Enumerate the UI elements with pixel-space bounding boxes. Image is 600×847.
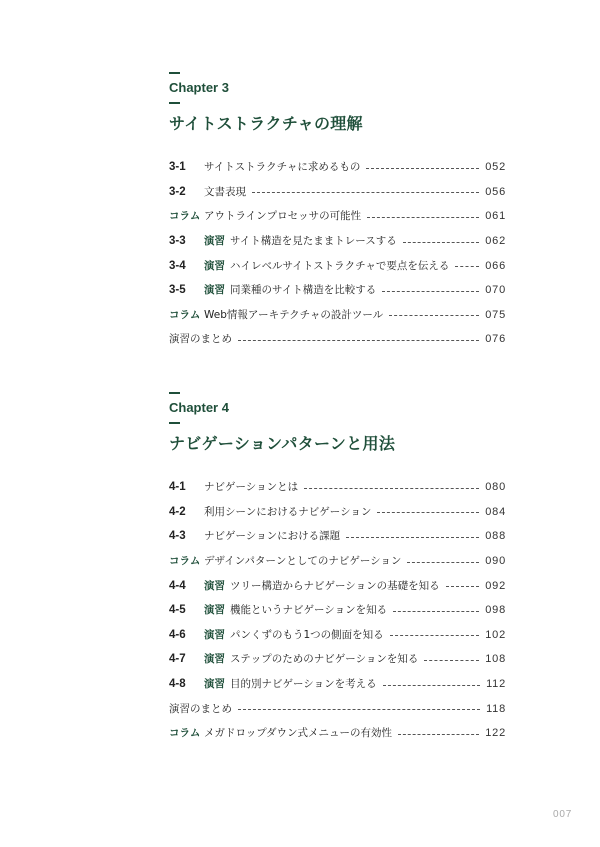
toc-entry — [169, 475, 506, 500]
section-number: 4-6 — [169, 628, 186, 641]
section-title: ハイレベルサイトストラクチャで要点を伝える — [230, 259, 450, 272]
section-title: 演習のまとめ — [169, 702, 232, 715]
dotted-leader — [390, 635, 480, 636]
dotted-leader — [252, 192, 479, 193]
toc-entry — [169, 229, 506, 254]
section-title: 演習のまとめ — [169, 333, 232, 346]
section-number: 3-3 — [169, 235, 186, 248]
page-ref: 118 — [486, 702, 506, 715]
dotted-leader — [377, 512, 479, 513]
toc-entry — [169, 647, 506, 672]
toc-entry — [169, 721, 506, 746]
exercise-tag: 演習 — [204, 259, 225, 272]
page-ref: 098 — [485, 604, 506, 617]
exercise-tag: 演習 — [204, 604, 225, 617]
section-number: 4-3 — [169, 530, 186, 543]
section-number: 4-1 — [169, 481, 186, 494]
chapter-title: サイトストラクチャの理解 — [169, 114, 363, 133]
page-ref: 088 — [485, 530, 506, 543]
section-title: サイト構造を見たままトレースする — [230, 235, 397, 248]
section-title: パンくずのもう1つの側面を知る — [230, 628, 384, 641]
toc-entry — [169, 253, 506, 278]
dotted-leader — [367, 217, 479, 218]
section-title: 文書表現 — [204, 185, 246, 198]
page-ref: 070 — [485, 284, 506, 297]
page-ref: 062 — [485, 235, 506, 248]
toc-list-chapter-3 — [169, 155, 506, 352]
section-title: ナビゲーションにおける課題 — [204, 530, 341, 543]
toc-entry — [169, 278, 506, 303]
section-title: アウトラインプロセッサの可能性 — [204, 210, 362, 223]
section-number: 4-7 — [169, 653, 186, 666]
section-number: 4-8 — [169, 678, 186, 691]
dotted-leader — [389, 315, 479, 316]
toc-entry — [169, 549, 506, 574]
dotted-leader — [393, 611, 479, 612]
section-number: 4-4 — [169, 579, 186, 592]
section-number: 3-1 — [169, 161, 186, 174]
page-ref: 066 — [485, 259, 506, 272]
page-ref: 052 — [485, 161, 506, 174]
page-ref: 090 — [485, 555, 506, 568]
exercise-tag: 演習 — [204, 678, 225, 691]
chapter-4-section — [169, 392, 506, 746]
section-title: Web情報アーキテクチャの設計ツール — [204, 308, 384, 321]
dotted-leader — [346, 537, 479, 538]
section-number: 3-2 — [169, 185, 186, 198]
dotted-leader — [238, 340, 479, 341]
toc-entry — [169, 204, 506, 229]
section-number: コラム — [169, 727, 201, 740]
toc-entry — [169, 500, 506, 525]
page-ref: 084 — [485, 505, 506, 518]
page-ref: 056 — [485, 185, 506, 198]
chapter-rule-bottom — [169, 102, 180, 104]
chapter-rule-top — [169, 72, 180, 74]
toc-entry — [169, 155, 506, 180]
section-number: 3-4 — [169, 259, 186, 272]
toc-entry — [169, 303, 506, 328]
toc-entry — [169, 573, 506, 598]
page-ref: 092 — [485, 579, 506, 592]
exercise-tag: 演習 — [204, 579, 225, 592]
chapter-rule-bottom — [169, 422, 180, 424]
dotted-leader — [238, 709, 480, 710]
toc-entry — [169, 524, 506, 549]
page-number: 007 — [553, 809, 573, 820]
page-ref: 108 — [485, 653, 506, 666]
section-title: 利用シーンにおけるナビゲーション — [204, 505, 372, 518]
page-ref: 061 — [485, 210, 506, 223]
dotted-leader — [382, 291, 479, 292]
chapter-3-section — [169, 72, 506, 352]
section-title: 目的別ナビゲーションを考える — [230, 678, 377, 691]
chapter-title: ナビゲーションパターンと用法 — [169, 434, 396, 453]
toc-entry — [169, 696, 506, 721]
section-title: サイトストラクチャに求めるもの — [204, 161, 361, 174]
chapter-label: Chapter 4 — [169, 400, 229, 415]
section-title: ツリー構造からナビゲーションの基礎を知る — [230, 579, 440, 592]
chapter-rule-top — [169, 392, 180, 394]
section-title: 機能というナビゲーションを知る — [230, 604, 388, 617]
section-number: コラム — [169, 555, 201, 568]
dotted-leader — [455, 266, 479, 267]
dotted-leader — [304, 488, 479, 489]
toc-entry — [169, 623, 506, 648]
section-number: コラム — [169, 308, 201, 321]
exercise-tag: 演習 — [204, 284, 225, 297]
chapter-label: Chapter 3 — [169, 80, 229, 95]
section-title: ナビゲーションとは — [204, 481, 299, 494]
dotted-leader — [424, 660, 479, 661]
page-ref: 102 — [485, 628, 506, 641]
exercise-tag: 演習 — [204, 653, 225, 666]
section-number: コラム — [169, 210, 201, 223]
section-title: デザインパターンとしてのナビゲーション — [204, 555, 402, 568]
section-number: 3-5 — [169, 284, 186, 297]
toc-entry — [169, 672, 506, 697]
toc-entry — [169, 180, 506, 205]
page-ref: 076 — [485, 333, 506, 346]
toc-entry — [169, 598, 506, 623]
dotted-leader — [403, 242, 479, 243]
page-ref: 080 — [485, 481, 506, 494]
section-title: 同業種のサイト構造を比較する — [230, 284, 377, 297]
exercise-tag: 演習 — [204, 235, 225, 248]
section-title: ステップのためのナビゲーションを知る — [230, 653, 419, 666]
section-title: メガドロップダウン式メニューの有効性 — [204, 727, 393, 740]
page-ref: 075 — [485, 308, 506, 321]
page-ref: 122 — [485, 727, 506, 740]
dotted-leader — [398, 734, 479, 735]
toc-entry — [169, 327, 506, 352]
dotted-leader — [383, 685, 480, 686]
dotted-leader — [407, 562, 479, 563]
dotted-leader — [446, 586, 480, 587]
exercise-tag: 演習 — [204, 628, 225, 641]
section-number: 4-2 — [169, 505, 186, 518]
page-ref: 112 — [486, 678, 506, 691]
toc-list-chapter-4 — [169, 475, 506, 746]
section-number: 4-5 — [169, 604, 186, 617]
dotted-leader — [366, 168, 479, 169]
